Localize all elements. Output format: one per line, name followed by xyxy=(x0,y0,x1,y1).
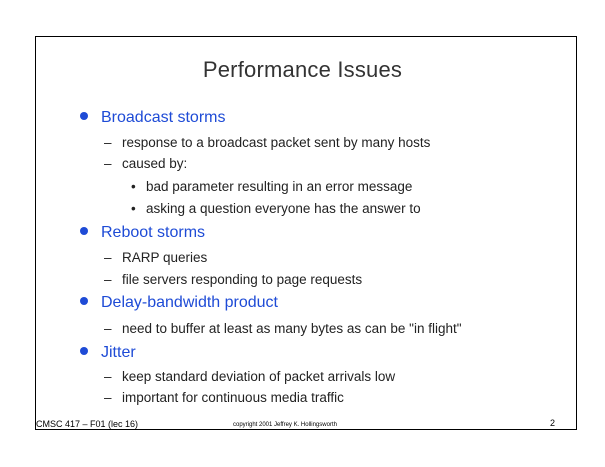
subitem-text: need to buffer at least as many bytes as can be "in flight" xyxy=(122,321,462,336)
subsubitem-bad-parameter xyxy=(131,179,412,194)
subitem-text: file servers responding to page requests xyxy=(122,272,363,287)
dash-icon: – xyxy=(104,135,112,150)
dash-icon: – xyxy=(104,321,112,336)
subitem-text: keep standard deviation of packet arrivals low xyxy=(122,369,396,384)
subitem-text: important for continuous media traffic xyxy=(122,390,344,405)
footer-course: CMSC 417 – F01 (lec 16) xyxy=(36,419,139,429)
subsubitem-text: asking a question everyone has the answer to xyxy=(146,201,421,216)
subitem-caused-by xyxy=(104,156,187,171)
dash-icon: – xyxy=(104,390,112,405)
subitem-broadcast-response xyxy=(104,135,430,150)
small-bullet-icon: • xyxy=(131,179,136,194)
bullet-jitter xyxy=(80,344,136,362)
subitem-text: response to a broadcast packet sent by many hosts xyxy=(122,135,431,150)
subsubitem-text: bad parameter resulting in an error message xyxy=(146,179,413,194)
subitem-file-servers xyxy=(104,272,362,287)
footer-copyright: copyright 2001 Jeffrey K. Hollingsworth xyxy=(233,422,337,428)
bullet-label: Broadcast storms xyxy=(101,109,226,126)
bullet-label: Delay-bandwidth product xyxy=(101,294,278,311)
page-number: 2 xyxy=(550,418,556,428)
dash-icon: – xyxy=(104,272,112,287)
bullet-dot-icon xyxy=(80,112,88,120)
bullet-label: Reboot storms xyxy=(101,224,206,241)
dash-icon: – xyxy=(104,369,112,384)
subitem-text: caused by: xyxy=(122,156,188,171)
subitem-continuous-media xyxy=(104,390,344,405)
bullet-dot-icon xyxy=(80,227,88,235)
dash-icon: – xyxy=(104,156,112,171)
slide-title: Performance Issues xyxy=(202,57,403,82)
bullet-dot-icon xyxy=(80,347,88,355)
subitem-standard-deviation xyxy=(104,369,395,384)
bullet-dot-icon xyxy=(80,297,88,305)
bullet-delay-bandwidth xyxy=(80,294,278,312)
dash-icon: – xyxy=(104,250,112,265)
subitem-buffer-bytes xyxy=(104,321,462,336)
subitem-text: RARP queries xyxy=(122,250,208,265)
bullet-label: Jitter xyxy=(101,344,136,361)
bullet-broadcast-storms xyxy=(80,109,225,127)
subitem-rarp-queries xyxy=(104,250,207,265)
subsubitem-asking-question xyxy=(131,201,421,216)
small-bullet-icon: • xyxy=(131,201,136,216)
bullet-reboot-storms xyxy=(80,224,205,242)
